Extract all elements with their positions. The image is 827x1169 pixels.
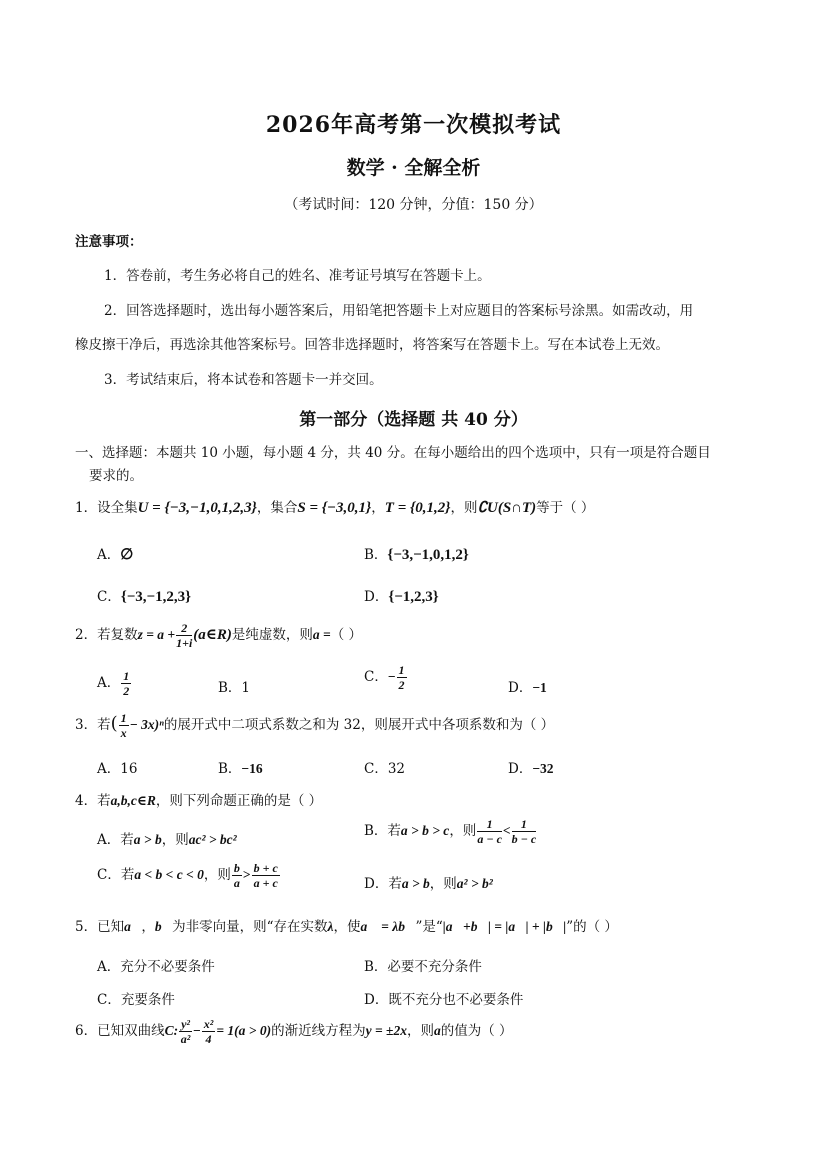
q1-expression: ∁U(S∩T)	[477, 500, 537, 516]
notice-item-2: 2．回答选择题时，选出每小题答案后，用铅笔把答题卡上对应题目的答案标号涂黑。如需改动，用	[104, 303, 694, 319]
q6-curve-label: C:	[164, 1023, 179, 1038]
q5-vector-a: a⃗	[124, 919, 142, 934]
q2-fraction: $\frac{2}{1+i}$	[176, 621, 193, 650]
q3-option-b: B．−16	[218, 761, 263, 777]
q5-text: ”是“	[415, 919, 443, 935]
q4-text: 4．若	[75, 793, 111, 809]
q3-text: 的展开式中二项式系数之和为 32，则展开式中各项系数和为（ ）	[163, 717, 555, 733]
q4-text: ，则下列命题正确的是（ ）	[155, 793, 323, 809]
q2-text: 是纯虚数，则	[231, 627, 313, 643]
q6-a: a	[433, 1023, 441, 1038]
q5-text: ，使	[333, 919, 361, 935]
q1-text: ，则	[450, 500, 478, 516]
q1-text: ，	[371, 500, 385, 516]
q5-vector-b: b⃗	[154, 919, 173, 934]
q3-fraction: $\frac{1}{x}$	[120, 711, 127, 740]
q3-binomial: − 3x)ⁿ	[129, 717, 164, 732]
q5-lambda: λ	[327, 919, 334, 934]
q3-option-a: A．16	[97, 761, 138, 777]
q1-set-u: U = {−3,−1,0,1,2,3}	[137, 500, 257, 516]
q5-equation: a⃗ = λb⃗	[360, 919, 416, 934]
q5-text: ，	[141, 919, 155, 935]
exam-title: 2026年高考第一次模拟考试	[265, 112, 562, 138]
exam-subtitle: 数学 · 全解全析	[346, 157, 481, 179]
q5-option-d: D．既不充分也不必要条件	[364, 992, 524, 1008]
q3-text: 3．若	[75, 717, 111, 733]
q4-option-a: A．若a > b，则ac² > bc²	[97, 832, 237, 848]
q4-option-c: C．若a < b < c < 0，则 $\frac{b}{a}$ > $\frac{b + c}{a + c}$	[97, 861, 278, 890]
q6-fraction-1: $\frac{\text{y²}}{\text{a²}}$	[180, 1017, 191, 1046]
q2-option-c: C．− $\frac{1}{2}$	[364, 663, 405, 692]
q6-text: 6．已知双曲线	[75, 1023, 165, 1039]
q4-option-d: D．若a > b，则a² > b²	[364, 876, 493, 892]
q1-option-a: A．∅	[97, 547, 134, 563]
q5-norm: |a⃗+b⃗| = |a⃗| + |b⃗|	[442, 919, 567, 934]
q5-text: ”的（ ）	[566, 919, 618, 935]
q2-option-b: B．1	[218, 680, 251, 696]
q2-condition: (a∈R)	[193, 627, 232, 643]
q1-set-s: S = {−3,0,1}	[297, 500, 372, 516]
q2-a: a =	[312, 627, 331, 642]
q5-option-b: B．必要不充分条件	[364, 959, 482, 975]
q5-text: 为非零向量，则“存在实数	[172, 919, 328, 935]
notice-heading: 注意事项：	[75, 234, 143, 250]
question-4	[75, 789, 322, 809]
q6-text: 的渐近线方程为	[271, 1023, 366, 1039]
q2-text: 2．若复数	[75, 627, 138, 643]
notice-item-2-cont: 橡皮擦干净后，再选涂其他答案标号。回答非选择题时，将答案写在答题卡上。写在本试卷上无效。	[75, 337, 669, 353]
q2-option-a: A． $\frac{1}{2}$	[97, 669, 130, 698]
q5-text: 5．已知	[75, 919, 125, 935]
q1-option-c: C．{−3,−1,2,3}	[97, 589, 192, 605]
q1-text: 等于（ ）	[536, 500, 595, 516]
question-3: 3．若( $\frac{1}{x}$ − 3x)ⁿ的展开式中二项式系数之和为 32，则展开式中各项系数和为（ ）	[75, 711, 555, 740]
section-title: 第一部分（选择题 共 40 分）	[299, 410, 528, 430]
notice-item-1: 1．答卷前，考生务必将自己的姓名、准考证号填写在答题卡上。	[104, 268, 491, 284]
q6-text: ，则	[406, 1023, 434, 1039]
q6-asymptote: y = ±2x	[365, 1023, 407, 1038]
question-5	[75, 915, 618, 935]
q5-option-a: A．充分不必要条件	[97, 959, 215, 975]
section-intro-2: 要求的。	[89, 468, 143, 484]
q4-option-b: B．若a > b > c，则 $\frac{1}{a - c}$ < $\frac{1}{b - c}$	[364, 817, 537, 846]
q2-option-d: D．−1	[508, 680, 547, 696]
q1-option-d: D．{−1,2,3}	[364, 589, 439, 605]
q1-option-b: B．{−3,−1,0,1,2}	[364, 547, 469, 563]
notice-item-3: 3．考试结束后，将本试卷和答题卡一并交回。	[104, 372, 383, 388]
section-intro-1: 一、选择题：本题共 10 小题，每小题 4 分，共 40 分。在每小题给出的四个选项中，只有一项是符合题目	[75, 445, 711, 461]
q6-minus: −	[193, 1023, 201, 1038]
q2-text: （ ）	[330, 627, 363, 643]
q6-equation-tail: = 1(a > 0)	[216, 1023, 272, 1038]
q2-z: z = a +	[137, 627, 176, 642]
exam-meta: （考试时间：120 分钟，分值：150 分）	[284, 197, 543, 213]
question-6	[75, 1018, 513, 1045]
q4-condition: a,b,c∈R	[110, 793, 156, 808]
question-2	[75, 622, 362, 649]
q1-text: ，集合	[256, 500, 298, 516]
q1-text: 1．设全集	[75, 500, 138, 516]
q3-option-d: D．−32	[508, 761, 554, 777]
q1-set-t: T = {0,1,2}	[384, 500, 451, 516]
q3-option-c: C．32	[364, 761, 406, 777]
question-1	[75, 496, 594, 517]
q6-fraction-2: $\frac{\text{x²}}{4}$	[203, 1017, 214, 1046]
q6-text: 的值为（ ）	[440, 1023, 513, 1039]
q5-option-c: C．充要条件	[97, 992, 175, 1008]
